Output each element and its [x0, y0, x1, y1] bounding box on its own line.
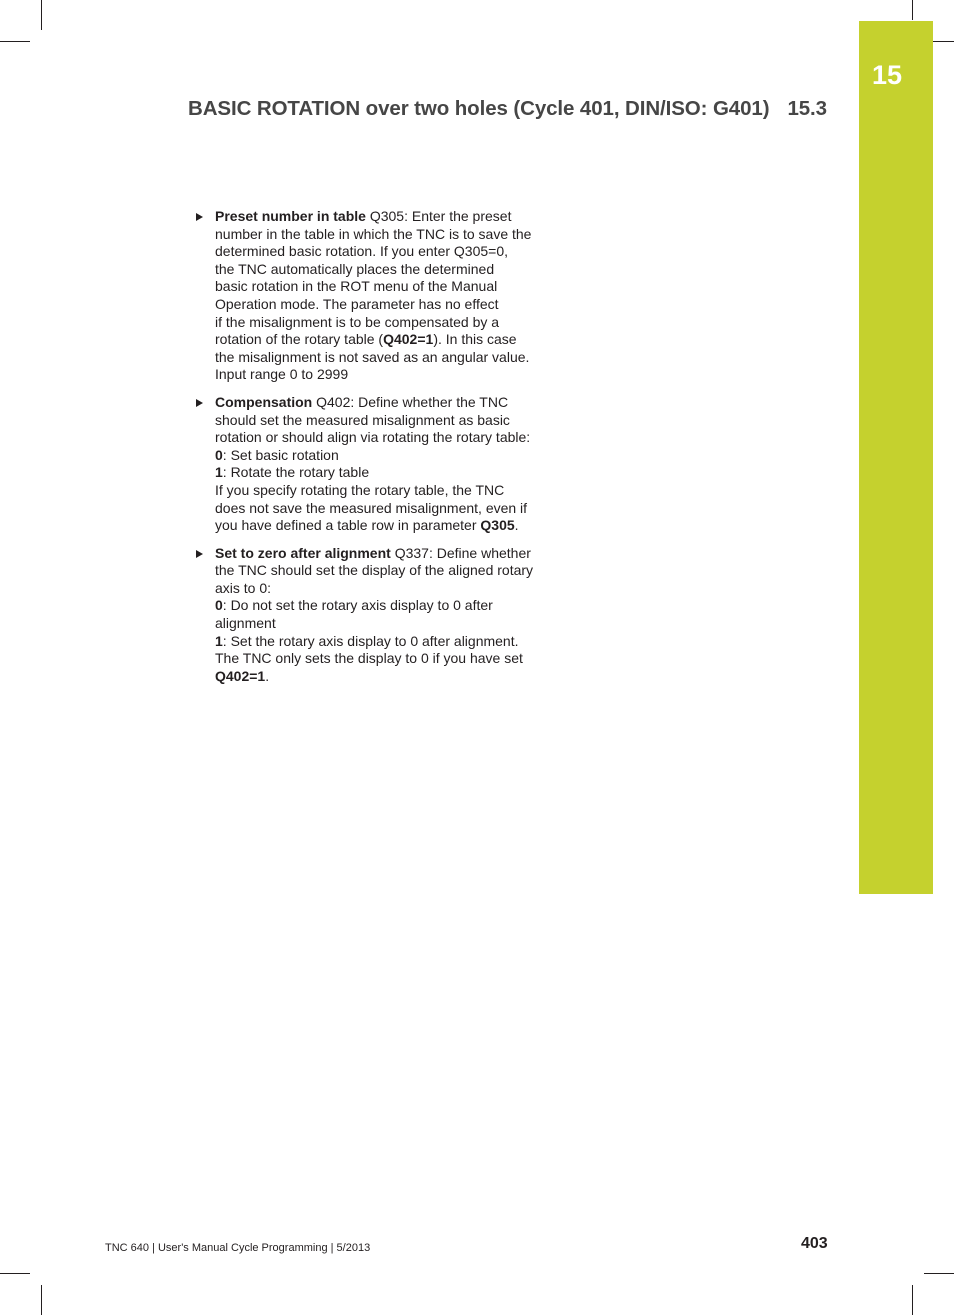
text-segment: Operation mode. The parameter has no effect — [215, 295, 499, 312]
text-segment: number in the table in which the TNC is to save the — [215, 225, 532, 242]
text-line — [215, 597, 554, 615]
text-line — [215, 668, 554, 686]
text-line — [215, 545, 554, 563]
text-line — [215, 464, 554, 482]
bullet-arrow-icon — [196, 550, 203, 558]
text-line — [215, 615, 554, 633]
text-segment: ). In this case — [433, 331, 517, 348]
text-line — [215, 447, 554, 465]
text-segment: rotation of the rotary table ( — [215, 331, 384, 348]
text-line — [215, 261, 554, 279]
text-segment: : Set the rotary axis display to 0 after alignment. — [222, 632, 519, 649]
bold-text: Q305 — [480, 517, 515, 534]
running-header — [188, 97, 827, 121]
text-segment: the TNC automatically places the determined — [215, 260, 495, 277]
bold-text: Q402=1 — [383, 331, 434, 348]
text-line — [215, 349, 554, 367]
text-segment: does not save the measured misalignment, even if — [215, 499, 528, 516]
text-line — [215, 314, 554, 332]
text-segment: determined basic rotation. If you enter Q305=0, — [215, 243, 509, 260]
chapter-number: 15 — [872, 60, 903, 90]
text-segment: : Rotate the rotary table — [222, 464, 370, 481]
header-section-number: 15.3 — [787, 97, 827, 120]
text-line — [215, 633, 554, 651]
crop-mark — [41, 0, 42, 30]
text-segment: if the misalignment is to be compensated by a — [215, 313, 500, 330]
crop-mark — [0, 41, 30, 42]
text-line — [215, 296, 554, 314]
text-segment: the TNC should set the display of the aligned rotary — [215, 562, 534, 579]
text-segment: should set the measured misalignment as basic — [215, 411, 510, 428]
text-segment: basic rotation in the ROT menu of the Manual — [215, 278, 498, 295]
text-line — [215, 226, 554, 244]
text-line — [215, 331, 554, 349]
text-line — [215, 650, 554, 668]
text-segment: : Do not set the rotary axis display to 0 after — [222, 597, 493, 614]
parameter-item — [192, 394, 554, 535]
bold-text: 0 — [215, 446, 223, 463]
text-line — [215, 208, 554, 226]
crop-mark — [41, 1285, 42, 1315]
text-line — [215, 562, 554, 580]
crop-mark — [912, 0, 913, 20]
header-title: BASIC ROTATION over two holes (Cycle 401, DIN/ISO: G401) — [188, 97, 770, 120]
parameter-item — [192, 208, 554, 384]
text-line — [215, 517, 554, 535]
bullet-arrow-icon — [196, 213, 203, 221]
text-segment: alignment — [215, 615, 276, 632]
bullet-arrow-icon — [196, 399, 203, 407]
bold-text: 1 — [215, 464, 223, 481]
parameter-item — [192, 545, 554, 686]
text-segment: axis to 0: — [215, 579, 272, 596]
text-line — [215, 394, 554, 412]
bold-text: Set to zero after alignment — [215, 544, 391, 561]
text-segment: : Set basic rotation — [222, 446, 339, 463]
crop-mark — [924, 1273, 954, 1274]
bold-text: 0 — [215, 597, 223, 614]
page-number: 403 — [801, 1235, 828, 1252]
bold-text: Preset number in table — [215, 208, 366, 224]
footer-text: TNC 640 | User's Manual Cycle Programming | 5/2013 — [105, 1242, 371, 1254]
bold-text: 1 — [215, 632, 223, 649]
text-segment: the misalignment is not saved as an angular value. — [215, 348, 530, 365]
chapter-tab — [859, 21, 933, 894]
text-segment: . — [514, 517, 519, 534]
text-line — [215, 243, 554, 261]
text-segment: Q305: Enter the preset — [365, 208, 512, 224]
text-segment: Input range 0 to 2999 — [215, 366, 349, 383]
text-line — [215, 429, 554, 447]
crop-mark — [0, 1273, 30, 1274]
text-segment: The TNC only sets the display to 0 if you have set — [215, 650, 523, 667]
text-line — [215, 482, 554, 500]
text-line — [215, 500, 554, 518]
text-segment: . — [265, 667, 270, 684]
text-line — [215, 278, 554, 296]
text-segment: you have defined a table row in parameter — [215, 517, 481, 534]
text-line — [215, 580, 554, 598]
text-line — [215, 366, 554, 384]
crop-mark — [912, 1285, 913, 1315]
text-segment: rotation or should align via rotating the rotary table: — [215, 429, 531, 446]
text-segment: Q402: Define whether the TNC — [312, 393, 509, 410]
bold-text: Compensation — [215, 393, 313, 410]
text-line — [215, 412, 554, 430]
text-segment: If you specify rotating the rotary table, the TNC — [215, 481, 505, 498]
parameter-list — [192, 208, 554, 695]
bold-text: Q402=1 — [215, 667, 266, 684]
text-segment: Q337: Define whether — [390, 544, 531, 561]
